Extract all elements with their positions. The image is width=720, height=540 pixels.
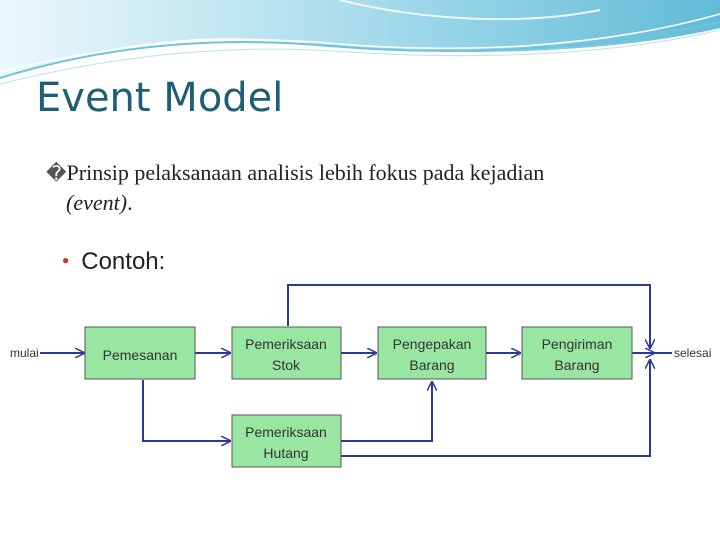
svg-text:Pengiriman: Pengiriman: [541, 336, 613, 352]
bullet-dot-icon: ●: [62, 253, 70, 267]
svg-text:Pemesanan: Pemesanan: [102, 347, 178, 363]
svg-text:Pemeriksaan: Pemeriksaan: [245, 424, 327, 440]
svg-text:Stok: Stok: [271, 357, 301, 373]
node-pemeriksaan-hutang: [232, 415, 341, 467]
arrow-pemesanan-to-hutang: [143, 380, 230, 441]
svg-text:Hutang: Hutang: [263, 445, 309, 461]
node-pengepakan-barang: [378, 327, 486, 379]
node-pengiriman-barang: [522, 327, 632, 379]
start-label: mulai: [10, 346, 39, 360]
end-label: selesai: [674, 346, 712, 360]
svg-text:Barang: Barang: [409, 357, 455, 373]
bullet-text-italic: (event): [66, 190, 128, 215]
svg-text:Barang: Barang: [554, 357, 600, 373]
node-pemeriksaan-stok: [232, 327, 341, 379]
example-label: ● Contoh:: [62, 248, 166, 275]
svg-text:Pengepakan: Pengepakan: [392, 336, 472, 352]
arrow-hutang-to-pengepakan: [341, 382, 432, 441]
bullet-text: Prinsip pelaksanaan analisis lebih fokus pada kejadian: [66, 160, 545, 185]
bullet-text-end: .: [127, 190, 133, 215]
node-pemesanan: [85, 327, 195, 379]
slide-title: Event Model: [36, 75, 284, 121]
bullet-glyph: �: [46, 161, 67, 185]
svg-text:Pemeriksaan: Pemeriksaan: [245, 336, 327, 352]
